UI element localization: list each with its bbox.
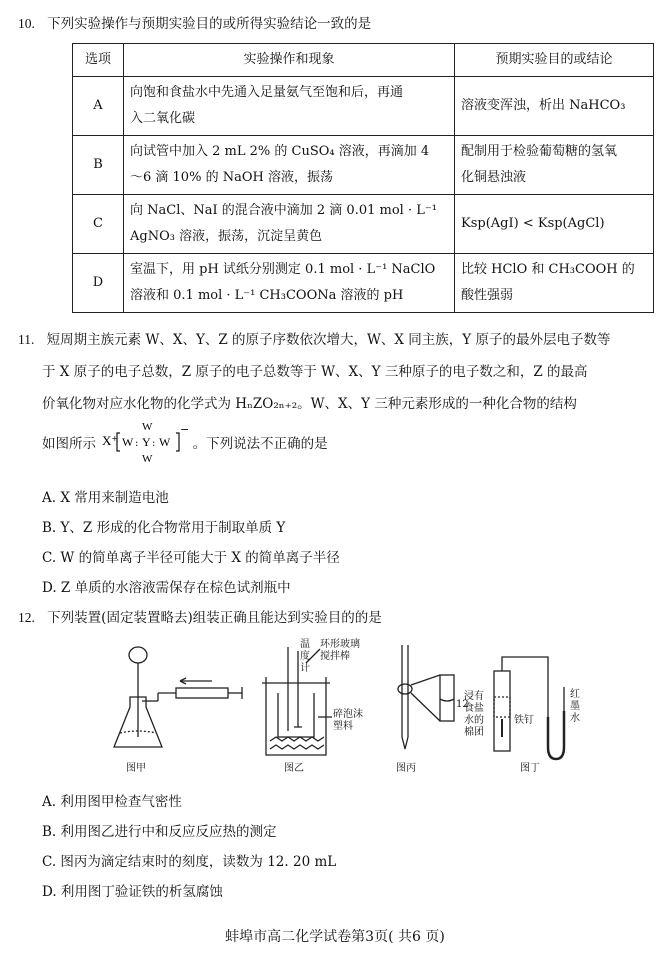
question-12 [18, 606, 382, 626]
conclusion-line: 化铜悬浊液 [461, 170, 527, 185]
table-header-row [73, 44, 654, 77]
cation-symbol: X⁺ [102, 432, 119, 448]
burette-tip [402, 737, 408, 749]
header-operation: 实验操作和现象 [124, 44, 455, 77]
table-row [73, 77, 654, 136]
question-text: 短周期主族元素 W、X、Y、Z 的原子序数依次增大，W、X 同主族，Y 原子的最外层电子数等 [46, 332, 611, 348]
q12-option-d: D. 利用图丁验证铁的析氢腐蚀 [42, 884, 223, 900]
center-atom: Y [142, 434, 151, 449]
u-tube [502, 657, 564, 759]
question-text: 如图所示 [42, 436, 96, 452]
operation-cell [124, 254, 455, 313]
cotton-label: 食盐 [464, 703, 484, 714]
test-tube [494, 671, 510, 751]
reading-circle [398, 684, 412, 694]
operation-cell [124, 77, 455, 136]
ligand-left: W [122, 434, 134, 449]
dots-right: : [152, 437, 156, 449]
header-conclusion: 预期实验目的或结论 [455, 44, 654, 77]
foam-label: 碎泡沫 [333, 709, 363, 720]
burette-apparatus [398, 645, 454, 749]
operation-line: 向 NaCl、NaI 的混合液中滴加 2 滴 0.01 mol · L⁻¹ [130, 203, 437, 218]
table-row [73, 254, 654, 313]
operation-line: ～6 滴 10% 的 NaOH 溶液，振荡 [130, 170, 333, 185]
nail-label: 铁钉 [514, 715, 534, 726]
operation-line: 室温下，用 pH 试纸分别测定 0.1 mol · L⁻¹ NaClO [130, 262, 436, 277]
question-text: 。下列说法不正确的是 [192, 436, 328, 452]
conclusion-line: Ksp(AgI) < Ksp(AgCl) [461, 216, 605, 231]
operation-cell [124, 136, 455, 195]
q11-option-a: A. X 常用来制造电池 [42, 490, 169, 506]
q12-option-c: C. 图丙为滴定结束时的刻度，读数为 12. 20 mL [42, 854, 337, 870]
operation-line: 入二氧化碳 [130, 111, 196, 126]
question-number: 11. [18, 332, 35, 347]
question-stem: 下列实验操作与预期实验目的或所得实验结论一致的是 [47, 16, 372, 32]
conclusion-cell [455, 136, 654, 195]
figure-label: 图乙 [284, 763, 304, 774]
outer-beaker [266, 677, 326, 755]
question-number: 10. [18, 16, 35, 31]
inner-beaker [278, 693, 314, 737]
magnify-line-2 [411, 693, 440, 721]
conclusion-cell [455, 195, 654, 254]
table-row [73, 195, 654, 254]
cotton-label: 浸有 [464, 691, 484, 702]
syringe-barrel [176, 688, 228, 698]
stirrer-label: 搅拌棒 [320, 651, 350, 662]
experiment-table [72, 43, 654, 313]
question-11-line2: 于 X 原子的电子总数，Z 原子的电子总数等于 W、X、Y 三种原子的电子数之和，Z 的最高 [42, 364, 588, 380]
option-letter: B [73, 136, 124, 195]
charge-sign: − [180, 422, 190, 436]
magnify-line-1 [411, 675, 440, 685]
conclusion-line: 配制用于检验葡萄糖的氢氧 [461, 144, 618, 159]
thermo-label: 度 [300, 651, 310, 662]
cotton-ball [494, 697, 510, 717]
conclusion-line: 溶液变浑浊，析出 NaHCO₃ [461, 98, 626, 113]
thermo-label: 计 [300, 663, 310, 674]
q11-option-d: D. Z 单质的水溶液需保存在棕色试剂瓶中 [42, 580, 291, 596]
option-letter: C [73, 195, 124, 254]
ligand-top: W [142, 420, 153, 433]
ink-label: 红 [570, 689, 580, 700]
flask-apparatus [114, 647, 242, 747]
figure-label: 图丁 [520, 763, 540, 774]
q11-option-b: B. Y、Z 形成的化合物常用于制取单质 Y [42, 520, 286, 536]
question-11-line4 [42, 420, 328, 465]
meniscus [440, 699, 454, 701]
question-stem: 下列装置(固定装置略去)组装正确且能达到实验目的的是 [47, 610, 382, 626]
operation-cell [124, 195, 455, 254]
stirrer-label: 环形玻璃 [320, 639, 360, 650]
conclusion-cell [455, 254, 654, 313]
thermo-label: 温 [300, 639, 310, 650]
ligand-bottom: W [142, 452, 153, 465]
ink-label: 水 [570, 713, 580, 724]
structure-formula [100, 420, 190, 465]
option-letter: D [73, 254, 124, 313]
question-11-line1 [18, 328, 611, 348]
q12-option-a: A. 利用图甲检查气密性 [42, 794, 182, 810]
red-ink [548, 711, 564, 759]
conclusion-cell [455, 77, 654, 136]
table-row [73, 136, 654, 195]
operation-line: 溶液和 0.1 mol · L⁻¹ CH₃COONa 溶液的 pH [130, 288, 404, 303]
conclusion-line: 酸性强弱 [461, 288, 514, 303]
operation-line: 向饱和食盐水中先通入足量氨气至饱和后，再通 [130, 85, 404, 100]
header-option: 选项 [73, 44, 124, 77]
question-11-line3: 价氧化物对应水化物的化学式为 HₙZO₂ₙ₊₂。W、X、Y 三种元素形成的一种化合物的结构 [42, 396, 577, 412]
operation-line: AgNO₃ 溶液，振荡，沉淀呈黄色 [130, 229, 323, 244]
conclusion-line: 比较 HClO 和 CH₃COOH 的 [461, 262, 635, 277]
cotton-label: 水的 [464, 715, 484, 726]
funnel-bulb [129, 647, 147, 663]
dots-left: : [135, 437, 139, 449]
question-10 [18, 12, 371, 32]
q11-option-c: C. W 的简单离子半径可能大于 X 的简单离子半径 [42, 550, 340, 566]
calorimeter-apparatus [262, 647, 332, 755]
cotton-label: 棉团 [464, 727, 484, 738]
foam-fill [270, 737, 324, 749]
apparatus-figure [100, 637, 590, 777]
magnified-scale [440, 675, 454, 721]
ligand-right: W [159, 434, 171, 449]
structure-svg [100, 421, 188, 465]
foam-label: 塑料 [333, 721, 353, 732]
operation-line: 向试管中加入 2 mL 2% 的 CuSO₄ 溶液，再滴加 4 [130, 144, 430, 159]
burette-reading: 12 [456, 699, 469, 710]
figure-label: 图甲 [126, 763, 146, 774]
figure-label: 图丙 [396, 763, 416, 774]
option-letter: A [73, 77, 124, 136]
q12-option-b: B. 利用图乙进行中和反应反应热的测定 [42, 824, 277, 840]
question-number: 12. [18, 610, 35, 625]
page-footer: 蚌埠市高二化学试卷第3页( 共6 页) [225, 929, 445, 945]
ink-label: 墨 [570, 701, 580, 712]
u-tube-apparatus [494, 657, 564, 759]
